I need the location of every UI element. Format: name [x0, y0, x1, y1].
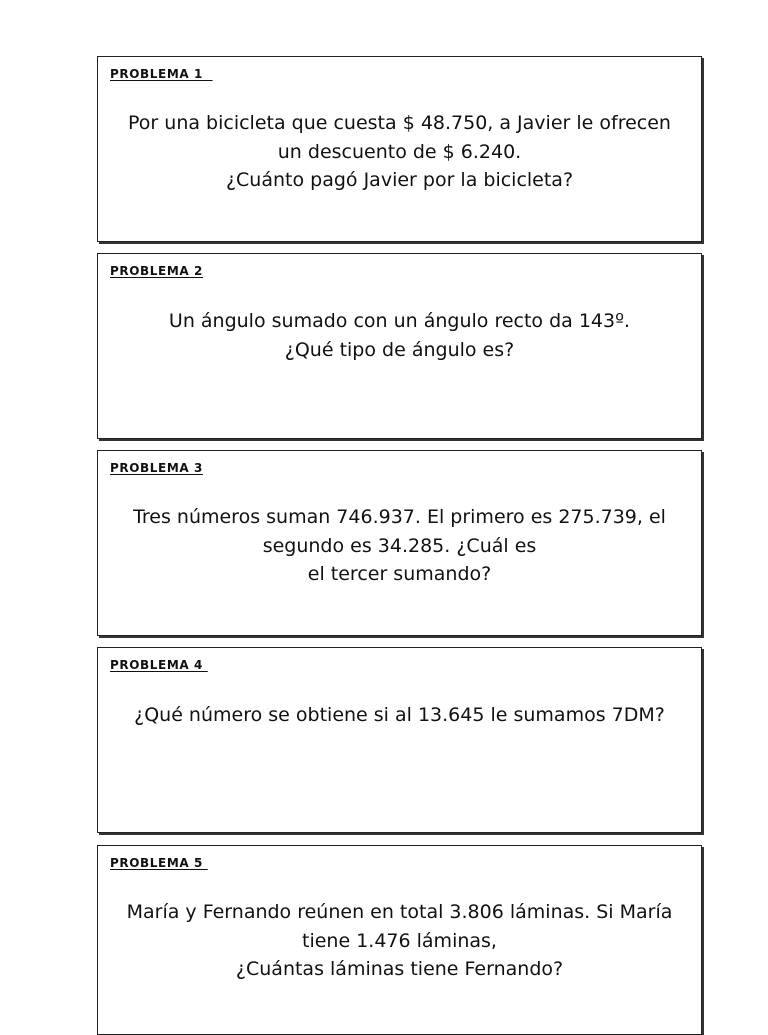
- problem-line: Tres números suman 746.937. El primero es 275.739, el: [133, 506, 666, 528]
- problem-statement: [114, 109, 685, 195]
- problem-title: PROBLEMA 1: [110, 67, 213, 81]
- problem-card-3: [97, 450, 702, 636]
- problem-card-1: [97, 56, 702, 242]
- problem-line: ¿Cuánto pagó Javier por la bicicleta?: [225, 169, 574, 191]
- problem-line: Un ángulo sumado con un ángulo recto da 143º.: [168, 310, 631, 332]
- problem-line: ¿Qué tipo de ángulo es?: [284, 338, 515, 361]
- problem-line: un descuento de $ 6.240.: [277, 140, 522, 163]
- problem-statement: [114, 898, 685, 984]
- problem-card-2: [97, 253, 702, 439]
- problem-card-5: [97, 845, 702, 1035]
- problem-title: PROBLEMA 3: [110, 461, 203, 475]
- problem-title: PROBLEMA 2: [110, 264, 203, 278]
- problem-line: María y Fernando reúnen en total 3.806 láminas. Si María: [126, 901, 673, 923]
- problem-statement: [114, 503, 685, 589]
- problem-card-4: [97, 647, 702, 833]
- problem-title: PROBLEMA 4: [110, 658, 208, 672]
- problem-line: Por una bicicleta que cuesta $ 48.750, a Javier le ofrecen: [128, 112, 671, 134]
- problem-line: tiene 1.476 láminas,: [302, 929, 497, 952]
- problem-line: segundo es 34.285. ¿Cuál es: [262, 534, 537, 557]
- problem-line: ¿Cuántas láminas tiene Fernando?: [235, 958, 564, 980]
- problem-statement: [114, 701, 685, 730]
- problem-line: ¿Qué número se obtiene si al 13.645 le sumamos 7DM?: [134, 704, 665, 726]
- problem-title: PROBLEMA 5: [110, 856, 208, 870]
- problem-line: el tercer sumando?: [307, 563, 492, 585]
- problem-statement: [114, 307, 685, 364]
